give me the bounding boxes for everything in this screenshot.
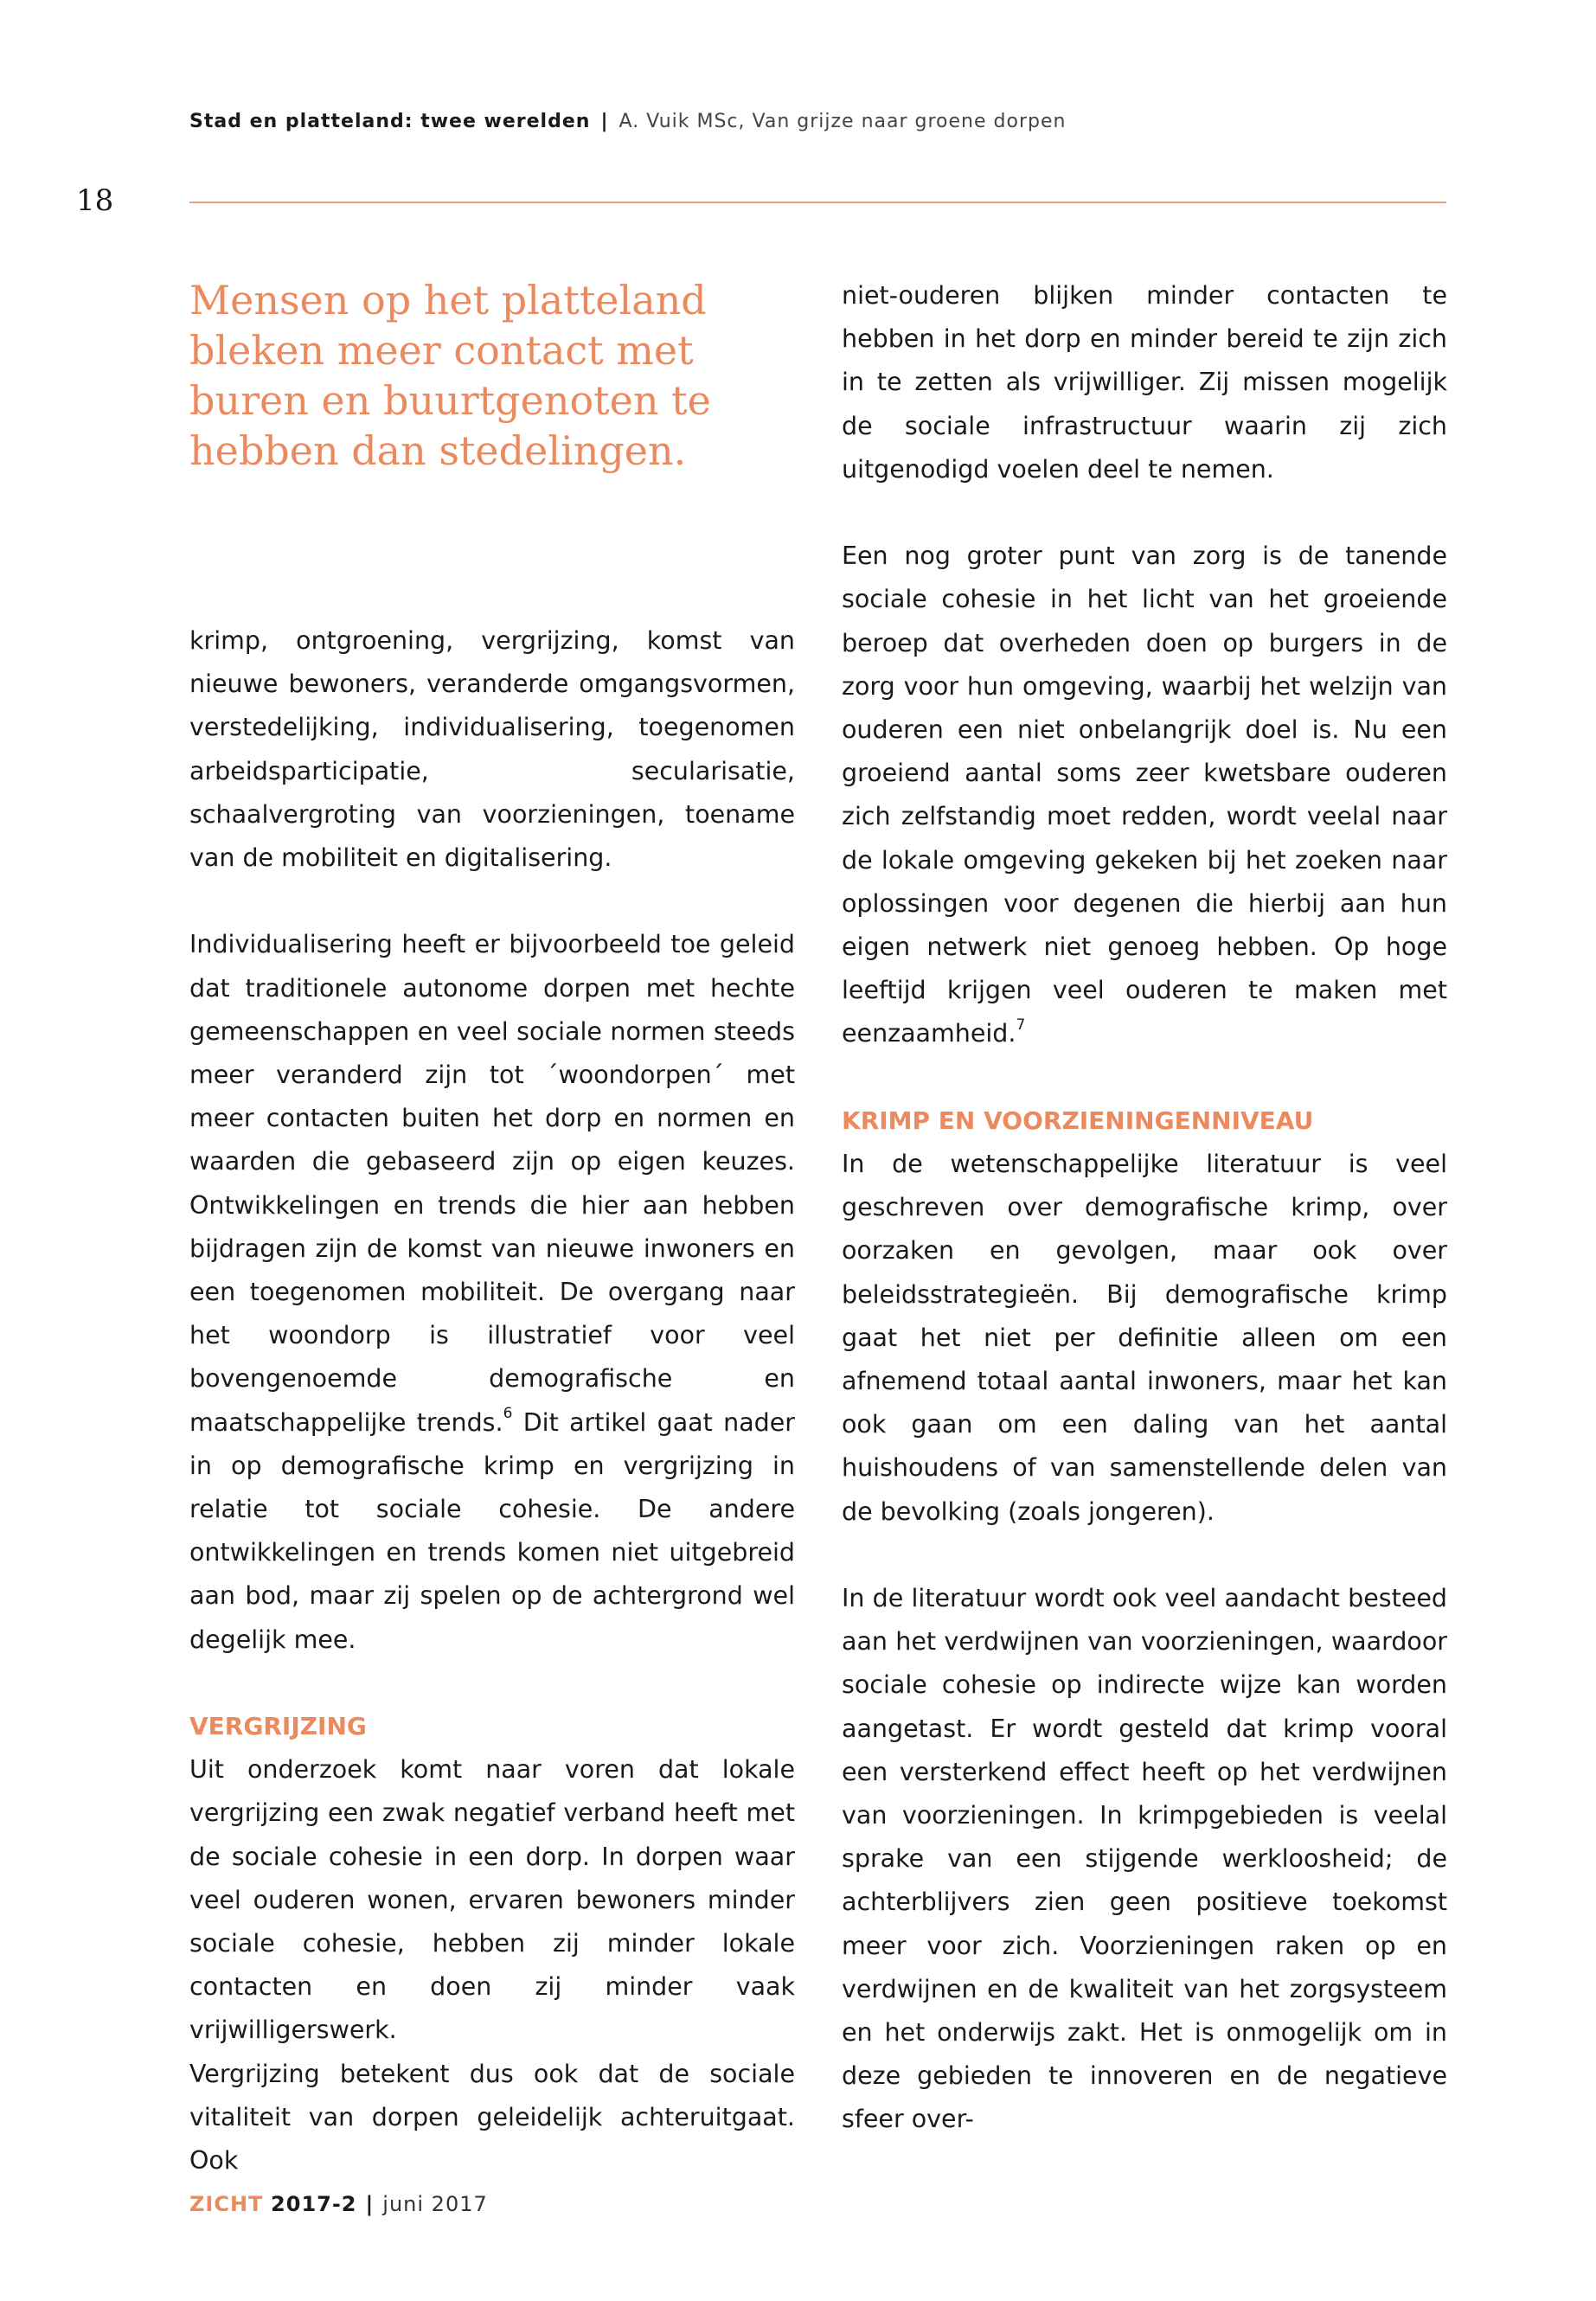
paragraph-text: Dit artikel gaat nader in op demografische krimp en vergrijzing in relatie tot sociale cohesie. De andere ontwikkelingen en trends komen niet uitgebreid aan bod, maar zij spelen op de achtergrond wel degelijk mee. bbox=[189, 1407, 796, 1654]
body-paragraph bbox=[189, 923, 795, 1661]
body-paragraph: niet-ouderen blijken minder contacten te hebben in het dorp en minder bereid te zijn zich in te zetten als vrijwilliger. Zij missen mogelijk de sociale infrastructuur waarin zij zich uitgenodigd voelen deel te nemen. bbox=[842, 281, 1447, 484]
body-paragraph: Uit onderzoek komt naar voren dat lokale vergrijzing een zwak negatief verband heeft met de sociale cohesie in een dorp. In dorpen waar veel ouderen wonen, ervaren bewoners minder sociale cohesie, hebben zij minder lokale contacten en doen zij minder vaak vrijwilligerswerk. bbox=[189, 1755, 795, 2045]
page-footer bbox=[189, 2192, 488, 2216]
body-paragraph: In de literatuur wordt ook veel aandacht besteed aan het verdwijnen van voorzieningen, waardoor sociale cohesie op indirecte wijze kan worden aangetast. Er wordt gesteld dat krimp vooral een versterkend effect heeft op het verdwijnen van voorzieningen. In krimpgebieden is veelal sprake van een stijgende werkloosheid; de achterblijvers zien geen positieve toekomst meer voor zich. Voorzieningen raken op en verdwijnen en de kwaliteit van het zorgsysteem en het onderwijs zakt. Het is onmogelijk om in deze gebieden te innoveren en de negatieve sfeer over- bbox=[842, 1584, 1447, 2134]
left-column bbox=[189, 619, 795, 2182]
pullquote: Mensen op het platteland bleken meer contact met buren en buurtgenoten te hebben dan stedelingen. bbox=[189, 277, 711, 474]
magazine-brand: ZICHT bbox=[189, 2192, 264, 2216]
issue-date: juni 2017 bbox=[382, 2192, 488, 2216]
running-header bbox=[189, 111, 1066, 132]
body-paragraph: Vergrijzing betekent dus ook dat de sociale vitaliteit van dorpen geleidelijk achteruitgaat. Ook bbox=[189, 2059, 795, 2176]
section-heading: KRIMP EN VOORZIENINGENNIVEAU bbox=[842, 1106, 1314, 1135]
footer-separator: | bbox=[365, 2192, 375, 2216]
body-paragraph bbox=[842, 535, 1447, 1055]
header-separator: | bbox=[600, 111, 609, 132]
journal-section-title: Stad en platteland: twee werelden bbox=[189, 111, 591, 132]
header-divider bbox=[189, 202, 1446, 203]
page-number: 18 bbox=[76, 183, 114, 218]
paragraph-text: Een nog groter punt van zorg is de tanende sociale cohesie in het licht van het groeiende beroep dat overheden doen op burgers in de zorg voor hun omgeving, waarbij het welzijn van ouderen een niet onbelangrijk doel is. Nu een groeiend aantal soms zeer kwetsbare ouderen zich zelfstandig moet redden, wordt veelal naar de lokale omgeving gekeken bij het zoeken naar oplossingen voor degenen die hierbij aan hun eigen netwerk niet genoeg hebben. Op hoge leeftijd krijgen veel ouderen te maken met eenzaamheid. bbox=[842, 542, 1447, 1048]
right-column bbox=[842, 274, 1447, 2142]
author-article-title: A. Vuik MSc, Van grijze naar groene dorpen bbox=[619, 111, 1067, 132]
issue-number: 2017-2 bbox=[271, 2192, 357, 2216]
footnote-reference[interactable]: 6 bbox=[503, 1405, 513, 1423]
paragraph-text: Individualisering heeft er bijvoorbeeld toe geleid dat traditionele autonome dorpen met hechte gemeenschappen en veel sociale normen steeds meer veranderd zijn tot ´woondorpen´ met meer contacten buiten het dorp en normen en waarden die gebaseerd zijn op eigen keuzes. Ontwikkelingen en trends die hier aan hebben bijdragen zijn de komst van nieuwe inwoners en een toegenomen mobiliteit. De overgang naar het woondorp is illustratief voor veel bovengenoemde demografische en maatschappelijke trends. bbox=[189, 930, 795, 1437]
section-heading: VERGRIJZING bbox=[189, 1712, 367, 1741]
body-paragraph: krimp, ontgroening, vergrijzing, komst van nieuwe bewoners, veranderde omgangsvormen, verstedelijking, individualisering, toegenomen arbeidsparticipatie, secularisatie, schaalvergroting van voorzieningen, toename van de mobiliteit en digitalisering. bbox=[189, 626, 795, 873]
footnote-reference[interactable]: 7 bbox=[1016, 1016, 1026, 1034]
body-paragraph: In de wetenschappelijke literatuur is veel geschreven over demografische krimp, over oorzaken en gevolgen, maar ook over beleidsstrategieën. Bij demografische krimp gaat het niet per definitie alleen om een afnemend totaal aantal inwoners, maar het kan ook gaan om een daling van het aantal huishoudens of van samenstellende delen van de bevolking (zoals jongeren). bbox=[842, 1150, 1447, 1526]
